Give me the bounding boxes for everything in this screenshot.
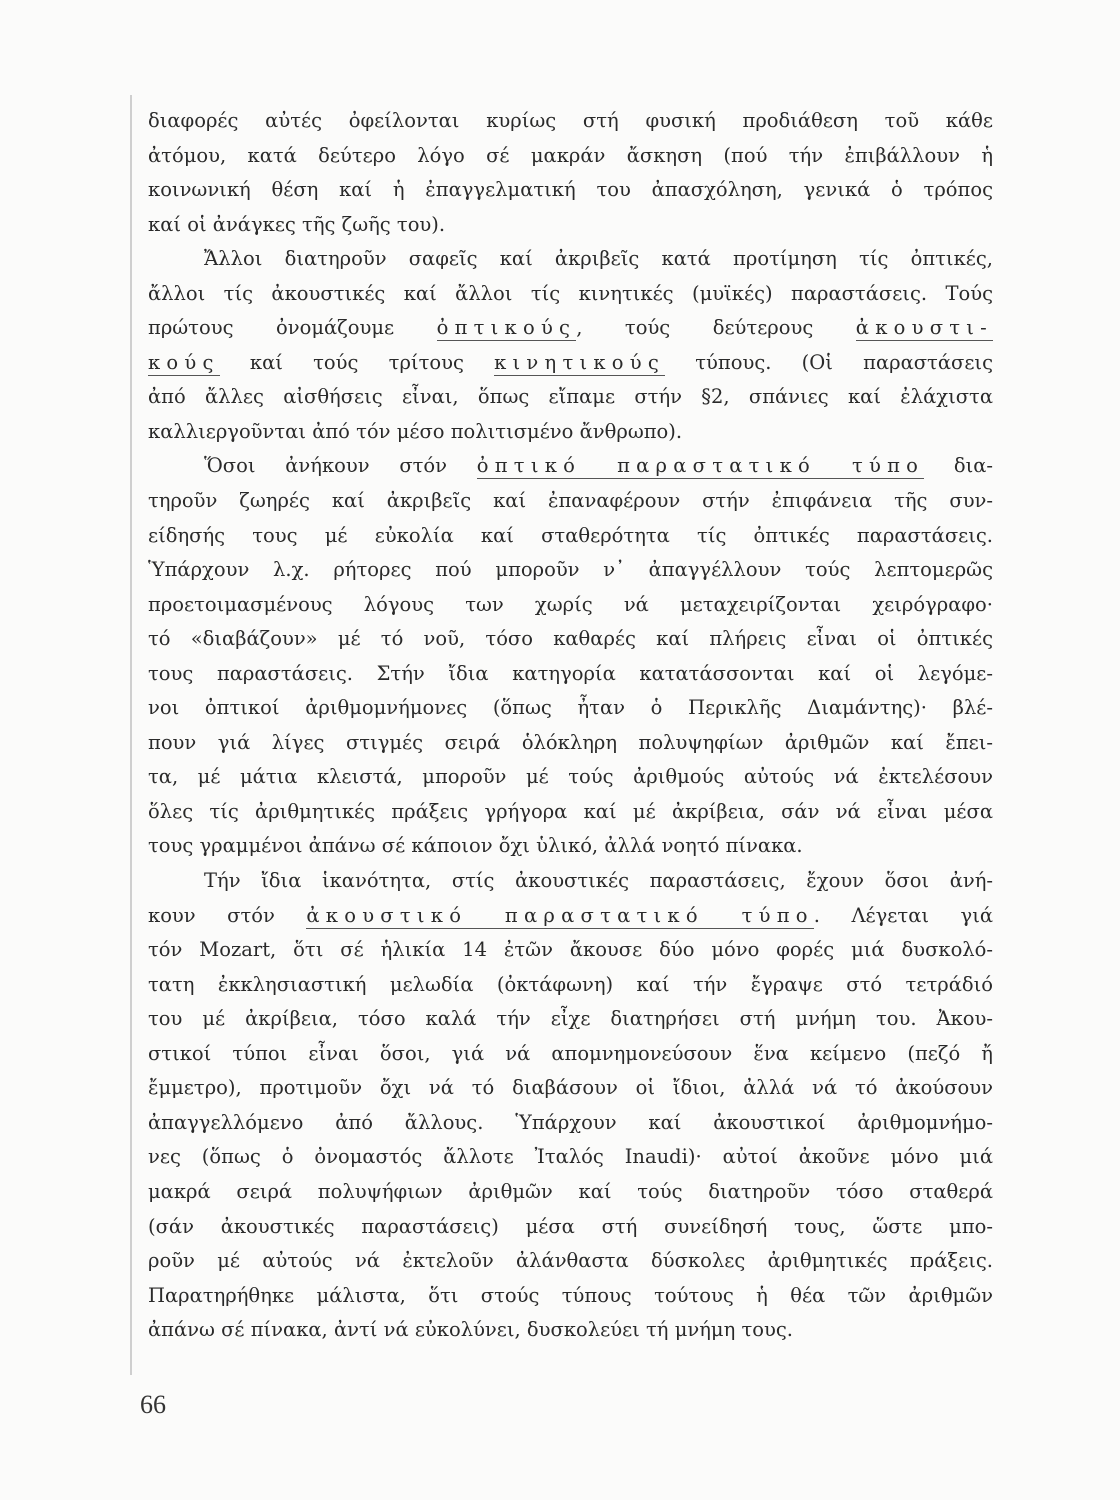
binding-margin-line — [130, 95, 132, 1375]
text-line — [148, 760, 993, 795]
text-line — [148, 1210, 993, 1245]
text-segment: Τήν ἴδια ἱκανότητα, στίς ἀκουστικές παραστάσεις, ἔχουν ὅσοι ἀνή- — [204, 869, 993, 893]
text-segment: ἀπαγγελλόμενο ἀπό ἄλλους. Ὑπάρχουν καί ἀκουστικοί ἀριθμομνήμο- — [148, 1110, 993, 1134]
text-line — [148, 968, 993, 1003]
text-segment: . Λέγεται γιά — [813, 903, 993, 927]
text-segment: πρώτους ὀνομάζουμε — [148, 316, 437, 340]
text-line — [148, 1175, 993, 1210]
text-line — [148, 1106, 993, 1141]
text-line — [148, 1244, 993, 1279]
underlined-term: ὀπτικό παραστατικό τύπο — [476, 454, 925, 478]
text-segment: καί οἱ ἀνάγκες τῆς ζωῆς του). — [148, 212, 446, 236]
text-segment: ἀπό ἄλλες αἰσθήσεις εἶναι, ὅπως εἴπαμε στήν §2, σπάνιες καί ἐλάχιστα — [148, 385, 993, 409]
text-segment: τόν Mozart, ὅτι σέ ἡλικία 14 ἐτῶν ἄκουσε δύο μόνο φορές μιά δυσκολό- — [148, 938, 993, 962]
text-segment: του μέ ἀκρίβεια, τόσο καλά τήν εἶχε διατηρήσει στή μνήμη του. Ἀκου- — [148, 1007, 993, 1031]
underlined-term: κινητικούς — [494, 350, 666, 374]
text-line — [148, 726, 993, 761]
text-segment: Ὑπάρχουν λ.χ. ρήτορες πού μποροῦν ν᾽ ἀπαγγέλλουν τούς λεπτομερῶς — [148, 558, 993, 582]
text-segment: είδησής τους μέ εὐκολία καί σταθερότητα τίς ὀπτικές παραστάσεις. — [148, 523, 993, 547]
text-segment: ἔμμετρο), προτιμοῦν ὄχι νά τό διαβάσουν οἱ ἴδιοι, ἀλλά νά τό ἀκούσουν — [148, 1076, 993, 1100]
text-line — [148, 1037, 993, 1072]
text-line — [148, 899, 993, 934]
underlined-term: κούς — [148, 350, 220, 374]
text-segment: τους γραμμένοι ἀπάνω σέ κάποιον ὄχι ὑλικό, ἀλλά νοητό πίνακα. — [148, 834, 803, 858]
text-segment: κοινωνική θέση καί ἡ ἐπαγγελματική του ἀπασχόληση, γενικά ὁ τρόπος — [148, 178, 993, 202]
text-line — [148, 795, 993, 830]
text-line — [148, 829, 993, 864]
text-line — [148, 449, 993, 484]
underlined-term: ὀπτικούς — [436, 316, 577, 340]
text-line — [148, 104, 993, 139]
text-segment: , τούς δεύτερους — [576, 316, 856, 340]
text-segment: Παρατηρήθηκε μάλιστα, ὅτι στούς τύπους τούτους ἡ θέα τῶν ἀριθμῶν — [148, 1283, 993, 1307]
underlined-term: ἀκουστικό παραστατικό τύπο — [306, 903, 814, 927]
text-line — [148, 622, 993, 657]
page-number: 66 — [140, 1390, 166, 1419]
text-line — [148, 346, 993, 381]
text-segment: τό «διαβάζουν» μέ τό νοῦ, τόσο καθαρές καί πλήρεις εἶναι οἱ ὀπτικές — [148, 627, 993, 651]
text-segment: διαφορές αὐτές ὀφείλονται κυρίως στή φυσική προδιάθεση τοῦ κάθε — [148, 109, 993, 132]
text-line — [148, 1279, 993, 1314]
text-line — [148, 1313, 993, 1348]
text-line — [148, 311, 993, 346]
text-segment: στικοί τύποι εἶναι ὅσοι, γιά νά απομνημονεύσουν ἕνα κείμενο (πεζό ἤ — [148, 1041, 993, 1065]
text-segment: τους παραστάσεις. Στήν ἴδια κατηγορία κατατάσσονται καί οἱ λεγόμε- — [148, 661, 993, 685]
text-segment: ὅλες τίς ἀριθμητικές πράξεις γρήγορα καί μέ ἀκρίβεια, σάν νά εἶναι μέσα — [148, 799, 993, 823]
text-line — [148, 1140, 993, 1175]
text-segment: νοι ὀπτικοί ἀριθμομνήμονες (ὅπως ἦταν ὁ Περικλῆς Διαμάντης)· βλέ- — [148, 696, 993, 720]
text-segment: Ἄλλοι διατηροῦν σαφεῖς καί ἀκριβεῖς κατά προτίμηση τίς ὀπτικές, — [204, 247, 993, 271]
underlined-term: ἀκουστι- — [855, 316, 993, 340]
text-segment: κουν στόν — [148, 903, 307, 927]
text-segment: καί τούς τρίτους — [219, 350, 495, 374]
text-segment: ἀπάνω σέ πίνακα, ἀντί νά εὐκολύνει, δυσκολεύει τή μνήμη τους. — [148, 1318, 793, 1342]
text-segment: Ὅσοι ἀνήκουν στόν — [204, 454, 477, 478]
text-segment: ἀτόμου, κατά δεύτερο λόγο σέ μακράν ἄσκηση (πού τήν ἐπιβάλλουν ἡ — [148, 143, 993, 167]
text-segment: ἄλλοι τίς ἀκουστικές καί ἄλλοι τίς κινητικές (μυϊκές) παραστάσεις. Τούς — [148, 281, 993, 305]
text-segment: καλλιεργοῦνται ἀπό τόν μέσο πολιτισμένο ἄνθρωπο). — [148, 419, 683, 443]
text-segment: τα, μέ μάτια κλειστά, μποροῦν μέ τούς ἀριθμούς αὐτούς νά ἐκτελέσουν — [148, 765, 993, 789]
text-segment: (σάν ἀκουστικές παραστάσεις) μέσα στή συνείδησή τους, ὥστε μπο- — [148, 1214, 993, 1238]
text-line — [148, 553, 993, 588]
text-segment: μακρά σειρά πολυψήφιων ἀριθμῶν καί τούς διατηροῦν τόσο σταθερά — [148, 1179, 993, 1203]
text-line — [148, 519, 993, 554]
body-text — [148, 104, 993, 1348]
text-segment: δια- — [924, 454, 993, 478]
text-line — [148, 1002, 993, 1037]
text-line — [148, 657, 993, 692]
text-line — [148, 139, 993, 174]
text-line — [148, 242, 993, 277]
text-line — [148, 277, 993, 312]
text-segment: τηροῦν ζωηρές καί ἀκριβεῖς καί ἐπαναφέρουν στήν ἐπιφάνεια τῆς συν- — [148, 489, 993, 513]
text-line — [148, 1071, 993, 1106]
text-segment: τύπους. (Οἱ παραστάσεις — [665, 350, 993, 374]
text-line — [148, 173, 993, 208]
text-line — [148, 588, 993, 623]
text-segment: προετοιμασμένους λόγους των χωρίς νά μεταχειρίζονται χειρόγραφο· — [148, 592, 993, 616]
text-line — [148, 415, 993, 450]
text-line — [148, 208, 993, 243]
text-line — [148, 864, 993, 899]
text-line — [148, 484, 993, 519]
text-line — [148, 933, 993, 968]
text-segment: ροῦν μέ αὐτούς νά ἐκτελοῦν ἀλάνθαστα δύσκολες ἀριθμητικές πράξεις. — [148, 1249, 993, 1273]
text-line — [148, 380, 993, 415]
text-line — [148, 691, 993, 726]
text-segment: νες (ὅπως ὁ ὀνομαστός ἄλλοτε Ἰταλός Inaudi)· αὐτοί ἀκοῦνε μόνο μιά — [148, 1145, 993, 1169]
text-segment: πουν γιά λίγες στιγμές σειρά ὁλόκληρη πολυψηφίων ἀριθμῶν καί ἔπει- — [148, 730, 993, 754]
text-segment: τατη ἐκκλησιαστική μελωδία (ὀκτάφωνη) καί τήν ἔγραψε στό τετράδιό — [148, 972, 993, 996]
